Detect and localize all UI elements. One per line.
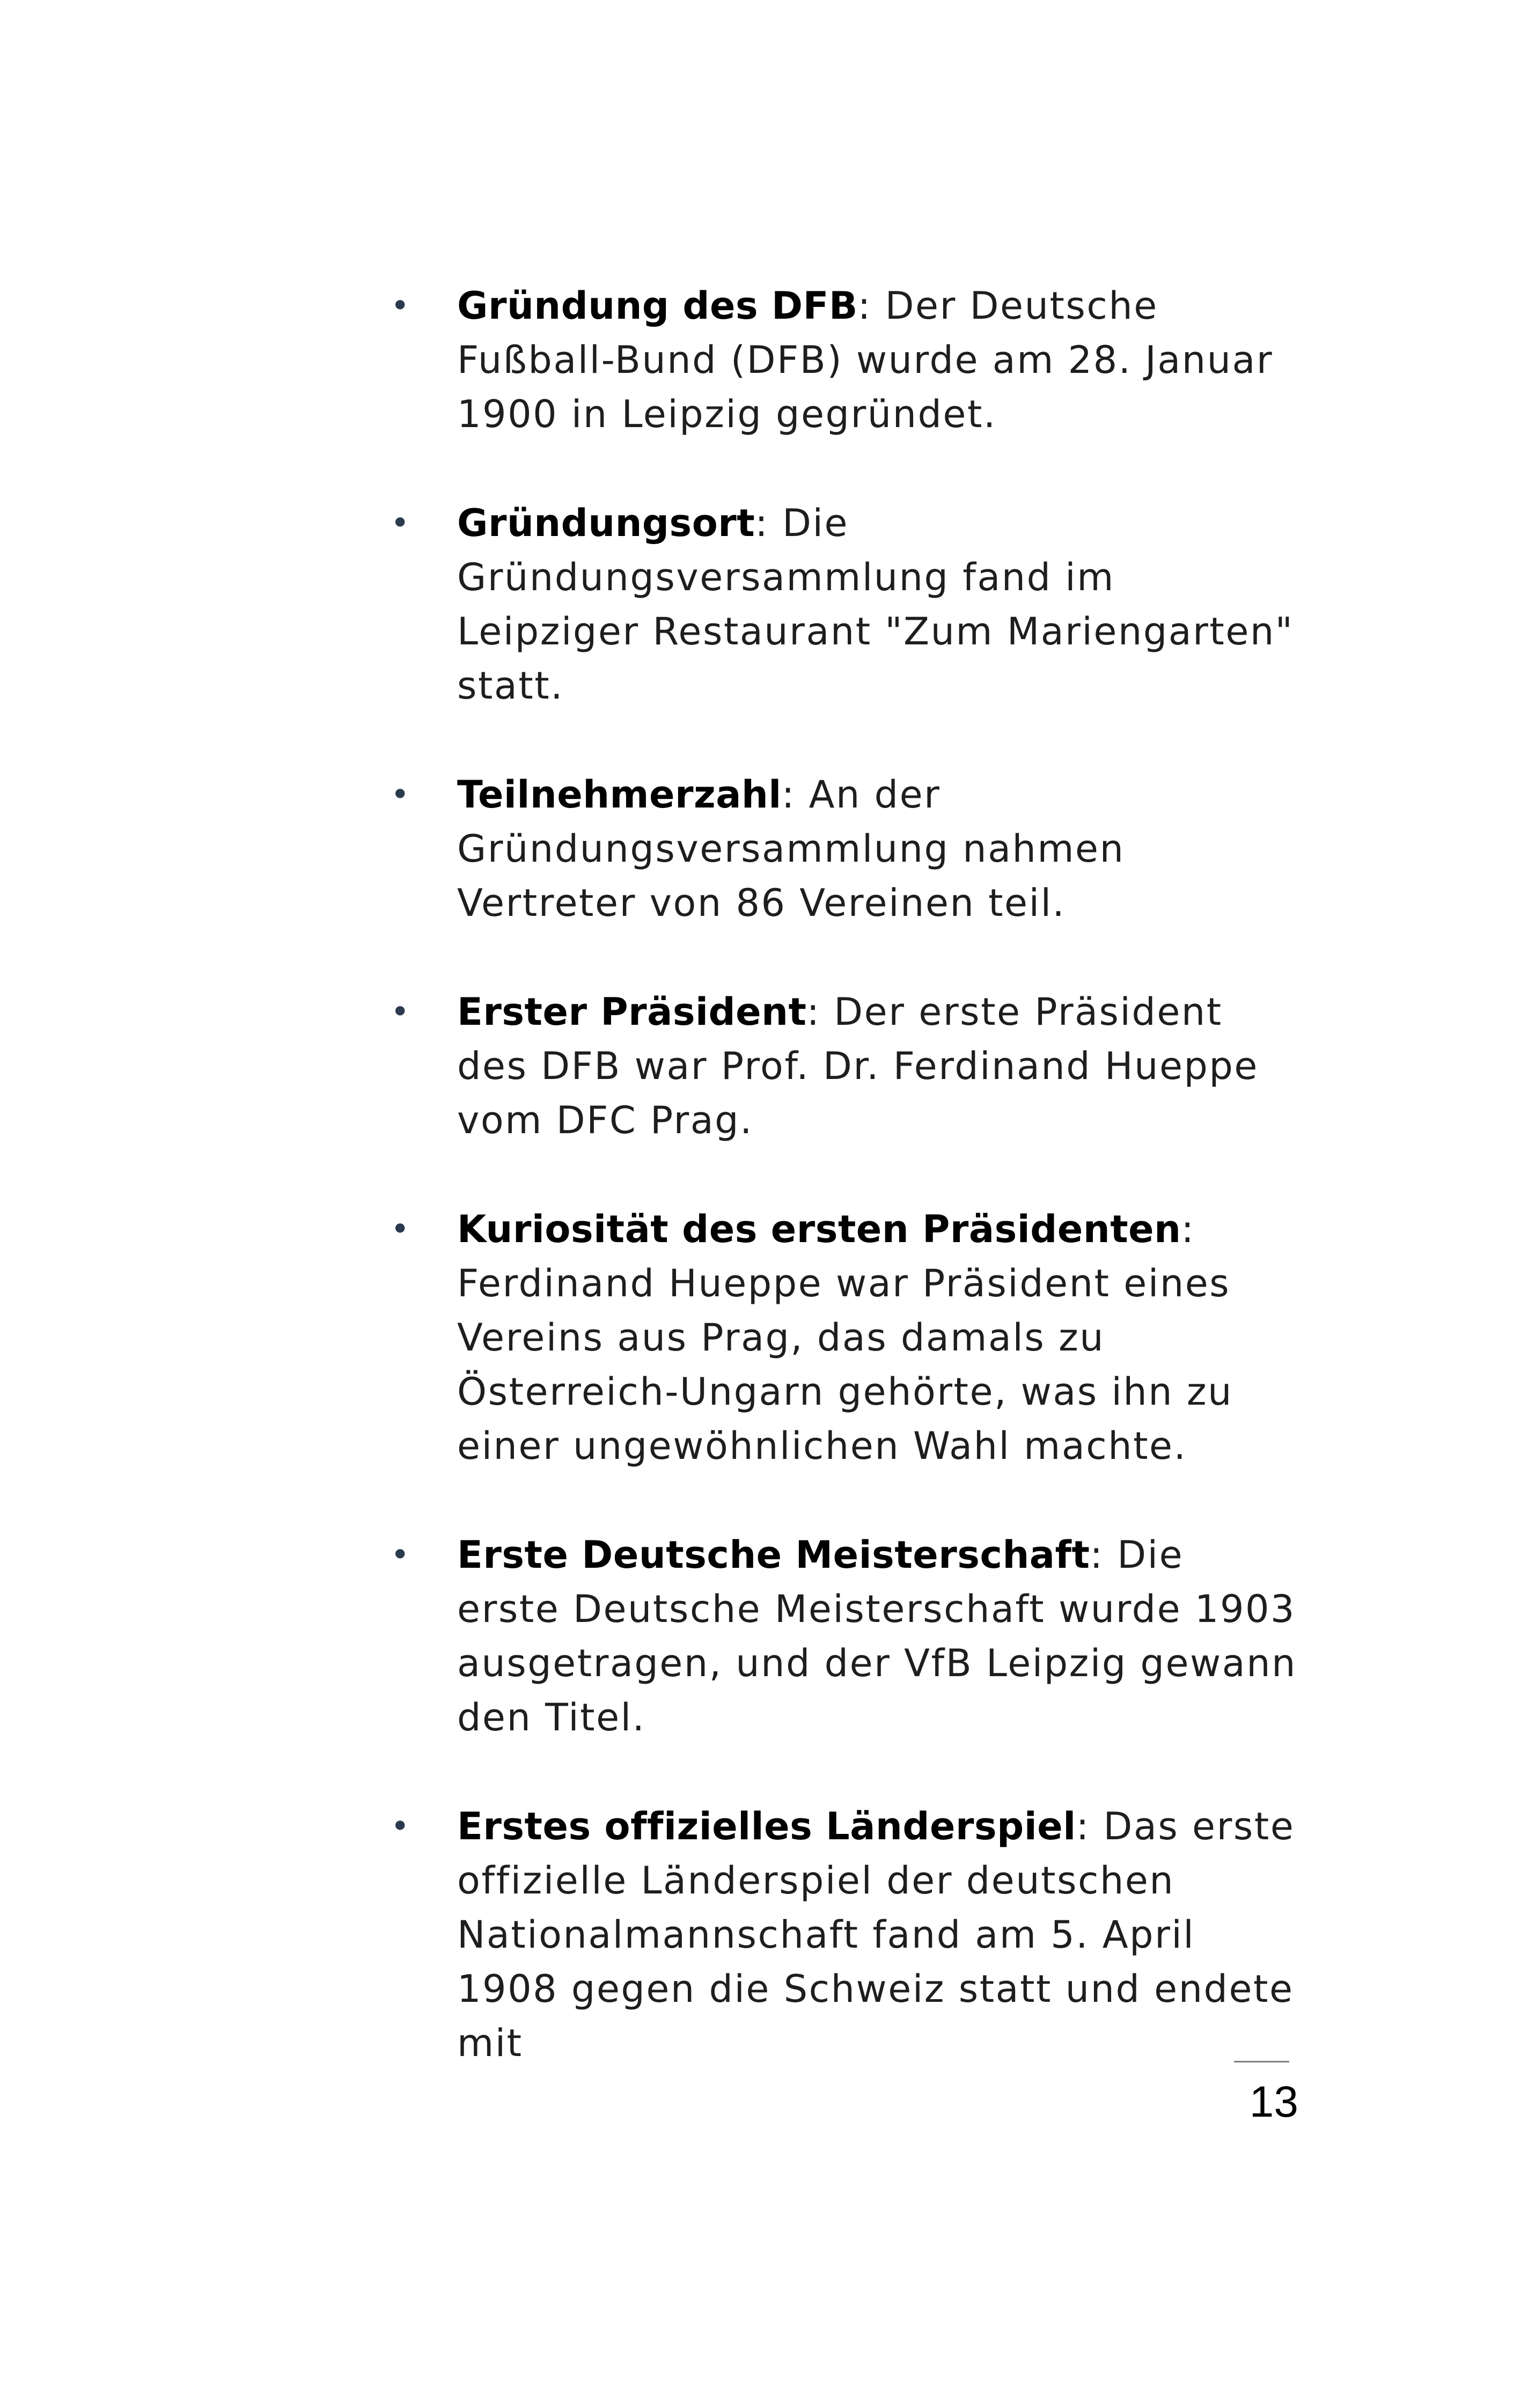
list-item-text: : Der Deutsche Fußball-Bund (DFB) wurde am 28. Januar 1900 in Leipzig gegründet. [457, 284, 1274, 436]
bullet-icon: • [391, 504, 411, 542]
page-number: 13 [1249, 2077, 1298, 2126]
list-item-text: : An der Gründungsversammlung nahmen Vertreter von 86 Vereinen teil. [457, 773, 1125, 925]
bullet-icon: • [391, 1536, 411, 1574]
list-item [386, 768, 1298, 930]
list-item-text: : Die Gründungsversammlung fand im Leipziger Restaurant "Zum Mariengarten" statt. [457, 501, 1294, 708]
list-item-term: Kuriosität des ersten Präsidenten [457, 1207, 1181, 1251]
list-item-term: Erster Präsident [457, 990, 807, 1034]
list-item-term: Teilnehmerzahl [457, 773, 782, 817]
list-item [386, 1202, 1298, 1473]
list-item [386, 985, 1298, 1148]
list-item [386, 1528, 1298, 1745]
bullet-icon: • [391, 1808, 411, 1845]
list-item-term: Gründungsort [457, 501, 755, 545]
list-item-text: : Das erste offizielle Länderspiel der deutschen Nationalmannschaft fand am 5. April 1908 gegen die Schweiz statt und endete mit [457, 1804, 1295, 2065]
list-item [386, 496, 1298, 713]
bullet-icon: • [391, 1210, 411, 1248]
list-item [386, 1800, 1298, 2071]
list-item-term: Erstes offizielles Länderspiel [457, 1804, 1076, 1848]
bullet-icon: • [391, 287, 411, 325]
fact-list [386, 279, 1298, 2125]
bullet-icon: • [391, 993, 411, 1031]
list-item [386, 279, 1298, 442]
list-item-text: : Ferdinand Hueppe war Präsident eines Vereins aus Prag, das damals zu Österreich-Ungarn gehörte, was ihn zu einer ungewöhnlichen Wahl machte. [457, 1207, 1233, 1468]
list-item-term: Erste Deutsche Meisterschaft [457, 1533, 1090, 1577]
footer-rule [1234, 2061, 1289, 2062]
list-item-text: : Der erste Präsident des DFB war Prof. Dr. Ferdinand Hueppe vom DFC Prag. [457, 990, 1259, 1142]
list-item-text: : Die erste Deutsche Meisterschaft wurde 1903 ausgetragen, und der VfB Leipzig gewann den Titel. [457, 1533, 1297, 1739]
list-item-term: Gründung des DFB [457, 284, 858, 328]
bullet-icon: • [391, 776, 411, 813]
